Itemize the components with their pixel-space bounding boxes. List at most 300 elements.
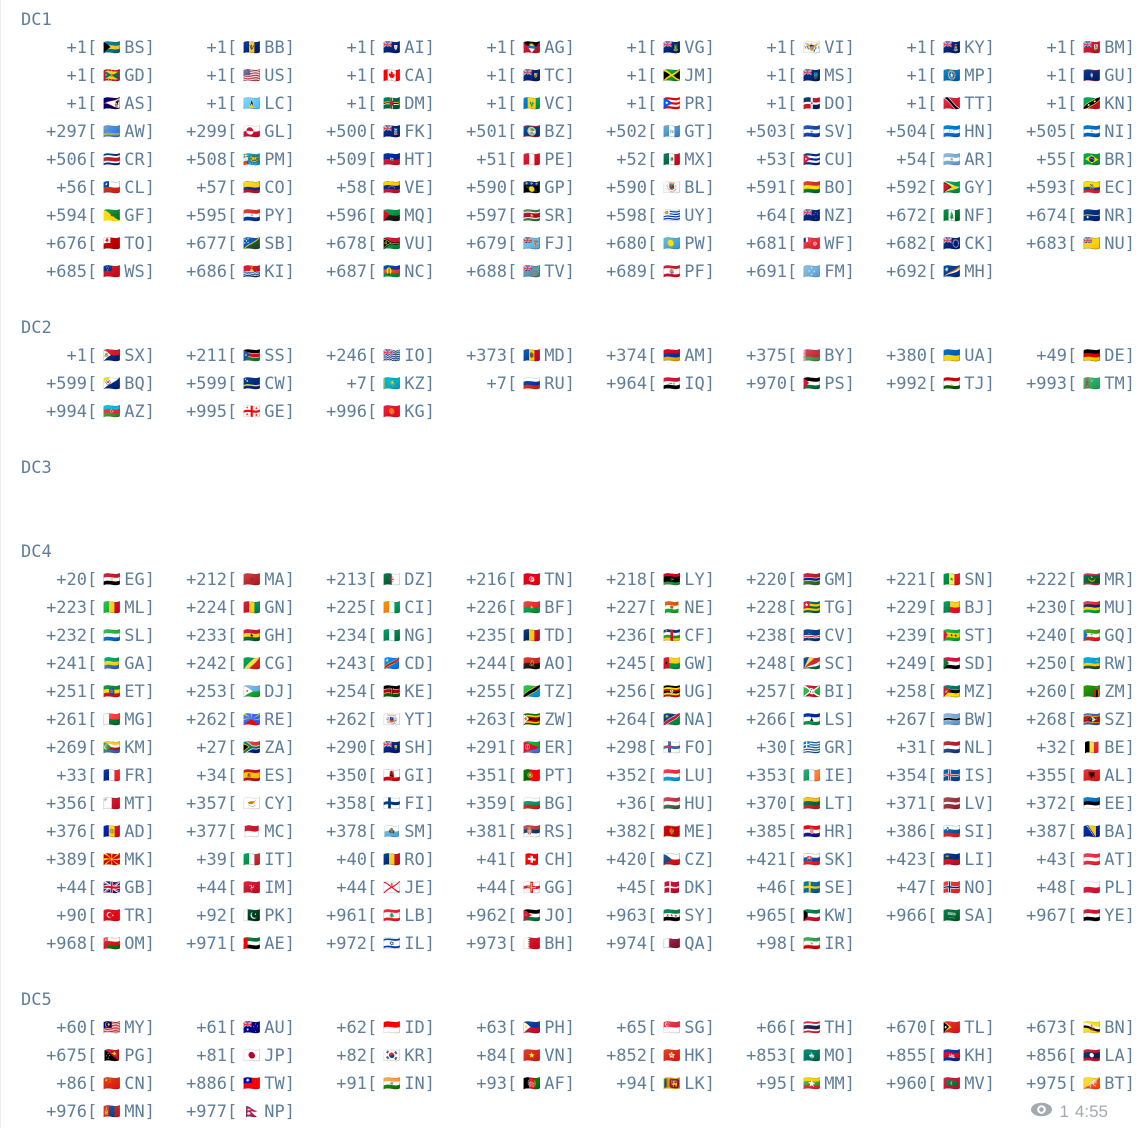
dial-code-entry[interactable]: +680 [ 🇵🇼 PW ]: [606, 234, 715, 254]
dial-code-entry[interactable]: +250 [ 🇷🇼 RW ]: [1026, 654, 1135, 674]
dial-code-entry[interactable]: +40 [ 🇷🇴 RO ]: [326, 850, 435, 870]
dial-code-entry[interactable]: +246 [ 🇮🇴 IO ]: [326, 346, 435, 366]
dial-code-entry[interactable]: +216 [ 🇹🇳 TN ]: [466, 570, 575, 590]
dial-code-entry[interactable]: +239 [ 🇸🇹 ST ]: [886, 626, 995, 646]
dial-code: +242: [186, 654, 228, 674]
flag-icon-li: 🇱🇮: [943, 853, 959, 867]
dial-code-entry[interactable]: +254 [ 🇰🇪 KE ]: [326, 682, 435, 702]
dial-code-entry[interactable]: +39 [ 🇮🇹 IT ]: [186, 850, 295, 870]
dial-code-entry[interactable]: +1 [ 🇩🇲 DM ]: [326, 94, 435, 114]
dial-code-entry[interactable]: +262 [ 🇷🇪 RE ]: [186, 710, 295, 730]
dial-code-entry[interactable]: +65 [ 🇸🇬 SG ]: [606, 1018, 715, 1038]
dial-code-entry[interactable]: +223 [ 🇲🇱 ML ]: [46, 598, 155, 618]
dial-code-entry[interactable]: +268 [ 🇸🇿 SZ ]: [1026, 710, 1135, 730]
dial-code-entry[interactable]: +967 [ 🇾🇪 YE ]: [1026, 906, 1135, 926]
country-code: CG: [264, 654, 285, 674]
dial-code-entry[interactable]: +262 [ 🇾🇹 YT ]: [326, 710, 435, 730]
dial-code-entry[interactable]: +248 [ 🇸🇨 SC ]: [746, 654, 855, 674]
dial-code-entry[interactable]: +595 [ 🇵🇾 PY ]: [186, 206, 295, 226]
dial-code-entry[interactable]: +677 [ 🇸🇧 SB ]: [186, 234, 295, 254]
dial-code-entry[interactable]: +241 [ 🇬🇦 GA ]: [46, 654, 155, 674]
dial-code-entry[interactable]: +359 [ 🇧🇬 BG ]: [466, 794, 575, 814]
dial-code-entry[interactable]: +256 [ 🇺🇬 UG ]: [606, 682, 715, 702]
dial-code-entry[interactable]: +230 [ 🇲🇺 MU ]: [1026, 598, 1135, 618]
dial-code-entry[interactable]: +291 [ 🇪🇷 ER ]: [466, 738, 575, 758]
dial-code-entry[interactable]: +964 [ 🇮🇶 IQ ]: [606, 374, 715, 394]
dial-code-entry[interactable]: +58 [ 🇻🇪 VE ]: [326, 178, 435, 198]
dial-code-entry[interactable]: +971 [ 🇦🇪 AE ]: [186, 934, 295, 954]
dial-code-entry[interactable]: +91 [ 🇮🇳 IN ]: [326, 1074, 435, 1094]
dial-code-entry[interactable]: +420 [ 🇨🇿 CZ ]: [606, 850, 715, 870]
dial-code-entry[interactable]: +227 [ 🇳🇪 NE ]: [606, 598, 715, 618]
dial-code: +66: [746, 1018, 788, 1038]
dial-code-entry[interactable]: +212 [ 🇲🇦 MA ]: [186, 570, 295, 590]
dial-code-entry[interactable]: +685 [ 🇼🇸 WS ]: [46, 262, 155, 282]
dial-code-entry[interactable]: +44 [ 🇯🇪 JE ]: [326, 878, 435, 898]
dial-code-entry[interactable]: +501 [ 🇧🇿 BZ ]: [466, 122, 575, 142]
dial-code: +255: [466, 682, 508, 702]
dial-code-entry[interactable]: +974 [ 🇶🇦 QA ]: [606, 934, 715, 954]
dial-code-entry[interactable]: +64 [ 🇳🇿 NZ ]: [746, 206, 855, 226]
country-code: PL: [1104, 878, 1125, 898]
dial-code-entry[interactable]: +1 [ 🇲🇵 MP ]: [886, 66, 995, 86]
dial-code-entry[interactable]: +692 [ 🇲🇭 MH ]: [886, 262, 995, 282]
dial-code-entry[interactable]: +51 [ 🇵🇪 PE ]: [466, 150, 575, 170]
dial-code-entry[interactable]: +258 [ 🇲🇿 MZ ]: [886, 682, 995, 702]
dial-code-entry[interactable]: +290 [ 🇸🇭 SH ]: [326, 738, 435, 758]
dial-code-entry[interactable]: +53 [ 🇨🇺 CU ]: [746, 150, 855, 170]
dial-code-entry[interactable]: +93 [ 🇦🇫 AF ]: [466, 1074, 575, 1094]
country-code: SI: [964, 822, 985, 842]
country-code: AI: [404, 38, 425, 58]
dial-code-entry[interactable]: +853 [ 🇲🇴 MO ]: [746, 1046, 855, 1066]
dial-code-entry[interactable]: +236 [ 🇨🇫 CF ]: [606, 626, 715, 646]
flag-icon-br: 🇧🇷: [1083, 153, 1099, 167]
dial-code-entry[interactable]: +856 [ 🇱🇦 LA ]: [1026, 1046, 1135, 1066]
flag-icon-sl: 🇸🇱: [103, 629, 119, 643]
dial-code-entry[interactable]: +266 [ 🇱🇸 LS ]: [746, 710, 855, 730]
flag-icon-ps: 🇵🇸: [803, 377, 819, 391]
dial-code-entry[interactable]: +232 [ 🇸🇱 SL ]: [46, 626, 155, 646]
dial-code: +420: [606, 850, 648, 870]
dial-code: +44: [186, 878, 228, 898]
dial-code-entry[interactable]: +251 [ 🇪🇹 ET ]: [46, 682, 155, 702]
dial-code-entry[interactable]: +960 [ 🇲🇻 MV ]: [886, 1074, 995, 1094]
dial-code-entry[interactable]: +253 [ 🇩🇯 DJ ]: [186, 682, 295, 702]
dial-code-entry[interactable]: +1 [ 🇧🇧 BB ]: [186, 38, 295, 58]
dial-code-entry[interactable]: +261 [ 🇲🇬 MG ]: [46, 710, 155, 730]
country-code: JP: [264, 1046, 285, 1066]
dial-code-entry[interactable]: +267 [ 🇧🇼 BW ]: [886, 710, 995, 730]
dial-code-entry[interactable]: +594 [ 🇬🇫 GF ]: [46, 206, 155, 226]
dial-code-entry[interactable]: +235 [ 🇹🇩 TD ]: [466, 626, 575, 646]
country-code: TC: [544, 66, 565, 86]
dial-code-entry[interactable]: +86 [ 🇨🇳 CN ]: [46, 1074, 155, 1094]
flag-icon-af: 🇦🇫: [523, 1077, 539, 1091]
dial-code-entry[interactable]: +98 [ 🇮🇷 IR ]: [746, 934, 855, 954]
dial-code-entry[interactable]: +263 [ 🇿🇼 ZW ]: [466, 710, 575, 730]
dial-code-entry[interactable]: +66 [ 🇹🇭 TH ]: [746, 1018, 855, 1038]
dial-code-entry[interactable]: +590 [ 🇧🇱 BL ]: [606, 178, 715, 198]
dial-code-entry[interactable]: +358 [ 🇫🇮 FI ]: [326, 794, 435, 814]
dial-code-entry[interactable]: +299 [ 🇬🇱 GL ]: [186, 122, 295, 142]
section-grid: [21, 342, 1144, 426]
dial-code-entry[interactable]: +298 [ 🇫🇴 FO ]: [606, 738, 715, 758]
dial-code-entry[interactable]: +233 [ 🇬🇭 GH ]: [186, 626, 295, 646]
dial-code-entry[interactable]: +222 [ 🇲🇷 MR ]: [1026, 570, 1135, 590]
dial-code-entry[interactable]: +378 [ 🇸🇲 SM ]: [326, 822, 435, 842]
dial-code-entry[interactable]: +54 [ 🇦🇷 AR ]: [886, 150, 995, 170]
dial-code: +679: [466, 234, 508, 254]
dial-code-entry[interactable]: +52 [ 🇲🇽 MX ]: [606, 150, 715, 170]
dial-code-entry[interactable]: +1 [ 🇻🇮 VI ]: [746, 38, 855, 58]
dial-code-entry[interactable]: +1 [ 🇻🇬 VG ]: [606, 38, 715, 58]
dial-code-entry[interactable]: +963 [ 🇸🇾 SY ]: [606, 906, 715, 926]
dial-code-entry[interactable]: +44 [ 🇮🇲 IM ]: [186, 878, 295, 898]
dial-code-entry[interactable]: +221 [ 🇸🇳 SN ]: [886, 570, 995, 590]
dial-code-entry[interactable]: +7 [ 🇰🇿 KZ ]: [326, 374, 435, 394]
dial-code-entry[interactable]: +34 [ 🇪🇸 ES ]: [186, 766, 295, 786]
dial-code-entry[interactable]: +961 [ 🇱🇧 LB ]: [326, 906, 435, 926]
dial-code-entry[interactable]: +382 [ 🇲🇪 ME ]: [606, 822, 715, 842]
dial-code-entry[interactable]: +688 [ 🇹🇻 TV ]: [466, 262, 575, 282]
dial-code-entry[interactable]: +672 [ 🇳🇫 NF ]: [886, 206, 995, 226]
flag-icon-lk: 🇱🇰: [663, 1077, 679, 1091]
dial-code-entry[interactable]: +593 [ 🇪🇨 EC ]: [1026, 178, 1135, 198]
dial-code: +238: [746, 626, 788, 646]
dial-code-entry[interactable]: +7 [ 🇷🇺 RU ]: [466, 374, 575, 394]
dial-code-entry[interactable]: +975 [ 🇧🇹 BT ]: [1026, 1074, 1135, 1094]
dial-code: +975: [1026, 1074, 1068, 1094]
dial-code: +84: [466, 1046, 508, 1066]
country-code: TD: [544, 626, 565, 646]
dial-code-entry[interactable]: +353 [ 🇮🇪 IE ]: [746, 766, 855, 786]
dial-code-entry[interactable]: +599 [ 🇨🇼 CW ]: [186, 374, 295, 394]
country-code: LS: [824, 710, 845, 730]
country-code: TT: [964, 94, 985, 114]
dial-code-entry[interactable]: +226 [ 🇧🇫 BF ]: [466, 598, 575, 618]
dial-code-entry[interactable]: +94 [ 🇱🇰 LK ]: [606, 1074, 715, 1094]
flag-icon-za: 🇿🇦: [243, 741, 259, 755]
dial-code-entry[interactable]: +509 [ 🇭🇹 HT ]: [326, 150, 435, 170]
dial-code-entry[interactable]: +82 [ 🇰🇷 KR ]: [326, 1046, 435, 1066]
dial-code-entry[interactable]: +351 [ 🇵🇹 PT ]: [466, 766, 575, 786]
dial-code: +229: [886, 598, 928, 618]
flag-icon-kg: 🇰🇬: [383, 405, 399, 419]
dial-code-entry[interactable]: +1 [ 🇹🇨 TC ]: [466, 66, 575, 86]
dial-code-entry[interactable]: +354 [ 🇮🇸 IS ]: [886, 766, 995, 786]
dial-code-entry[interactable]: +970 [ 🇵🇸 PS ]: [746, 374, 855, 394]
dial-code-entry[interactable]: +682 [ 🇨🇰 CK ]: [886, 234, 995, 254]
dial-code-entry[interactable]: +597 [ 🇸🇷 SR ]: [466, 206, 575, 226]
dial-code-entry[interactable]: +213 [ 🇩🇿 DZ ]: [326, 570, 435, 590]
dial-code-entry[interactable]: +599 [ 🇧🇶 BQ ]: [46, 374, 155, 394]
dial-code-entry[interactable]: +269 [ 🇰🇲 KM ]: [46, 738, 155, 758]
dial-code: +508: [186, 150, 228, 170]
dial-code: +44: [46, 878, 88, 898]
dial-code-entry[interactable]: +962 [ 🇯🇴 JO ]: [466, 906, 575, 926]
dial-code-entry[interactable]: +41 [ 🇨🇭 CH ]: [466, 850, 575, 870]
flag-icon-lv: 🇱🇻: [943, 797, 959, 811]
flag-icon-id: 🇮🇩: [383, 1021, 399, 1035]
dial-code-entry[interactable]: +244 [ 🇦🇴 AO ]: [466, 654, 575, 674]
dial-code-entry[interactable]: +47 [ 🇳🇴 NO ]: [886, 878, 995, 898]
dial-code-entry[interactable]: +673 [ 🇧🇳 BN ]: [1026, 1018, 1135, 1038]
dial-code-entry[interactable]: +43 [ 🇦🇹 AT ]: [1026, 850, 1135, 870]
dial-code: +506: [46, 150, 88, 170]
dial-code-entry[interactable]: +49 [ 🇩🇪 DE ]: [1026, 346, 1135, 366]
dial-code-entry[interactable]: +264 [ 🇳🇦 NA ]: [606, 710, 715, 730]
dial-code-entry[interactable]: +1 [ 🇦🇬 AG ]: [466, 38, 575, 58]
flag-icon-ml: 🇲🇱: [103, 601, 119, 615]
dial-code-entry[interactable]: +61 [ 🇦🇺 AU ]: [186, 1018, 295, 1038]
country-code: DE: [1104, 346, 1125, 366]
dial-code-entry[interactable]: +504 [ 🇭🇳 HN ]: [886, 122, 995, 142]
dial-code-entry[interactable]: +1 [ 🇨🇦 CA ]: [326, 66, 435, 86]
dial-code-entry[interactable]: +387 [ 🇧🇦 BA ]: [1026, 822, 1135, 842]
dial-code-entry[interactable]: +249 [ 🇸🇩 SD ]: [886, 654, 995, 674]
dial-code-entry[interactable]: +423 [ 🇱🇮 LI ]: [886, 850, 995, 870]
dial-code-entry[interactable]: +31 [ 🇳🇱 NL ]: [886, 738, 995, 758]
country-code: HN: [964, 122, 985, 142]
dial-code-entry[interactable]: +973 [ 🇧🇭 BH ]: [466, 934, 575, 954]
dial-code-entry[interactable]: +389 [ 🇲🇰 MK ]: [46, 850, 155, 870]
dial-code-entry[interactable]: +90 [ 🇹🇷 TR ]: [46, 906, 155, 926]
flag-icon-np: 🇳🇵: [243, 1105, 259, 1119]
dial-code-entry[interactable]: +995 [ 🇬🇪 GE ]: [186, 402, 295, 422]
country-code: GF: [124, 206, 145, 226]
dial-code-entry[interactable]: +993 [ 🇹🇲 TM ]: [1026, 374, 1135, 394]
dial-code-entry[interactable]: +234 [ 🇳🇬 NG ]: [326, 626, 435, 646]
dial-code-entry[interactable]: +228 [ 🇹🇬 TG ]: [746, 598, 855, 618]
dial-code-entry[interactable]: +95 [ 🇲🇲 MM ]: [746, 1074, 855, 1094]
dial-code-entry[interactable]: +977 [ 🇳🇵 NP ]: [186, 1102, 295, 1122]
dial-code: +597: [466, 206, 508, 226]
dial-code-entry[interactable]: +500 [ 🇫🇰 FK ]: [326, 122, 435, 142]
dial-code-entry[interactable]: +373 [ 🇲🇩 MD ]: [466, 346, 575, 366]
dial-code-entry[interactable]: +1 [ 🇧🇲 BM ]: [1026, 38, 1135, 58]
dial-code-entry[interactable]: +44 [ 🇬🇧 GB ]: [46, 878, 155, 898]
dial-code: +504: [886, 122, 928, 142]
dial-code: +372: [1026, 794, 1068, 814]
dial-code-entry[interactable]: +852 [ 🇭🇰 HK ]: [606, 1046, 715, 1066]
dial-code-entry[interactable]: +503 [ 🇸🇻 SV ]: [746, 122, 855, 142]
dial-code: +27: [186, 738, 228, 758]
dial-code-entry[interactable]: +242 [ 🇨🇬 CG ]: [186, 654, 295, 674]
dial-code-entry[interactable]: +386 [ 🇸🇮 SI ]: [886, 822, 995, 842]
dial-code-entry[interactable]: +55 [ 🇧🇷 BR ]: [1026, 150, 1135, 170]
dial-code-entry[interactable]: +381 [ 🇷🇸 RS ]: [466, 822, 575, 842]
dial-code-entry[interactable]: +596 [ 🇲🇶 MQ ]: [326, 206, 435, 226]
dial-code: +225: [326, 598, 368, 618]
dial-code-entry[interactable]: +220 [ 🇬🇲 GM ]: [746, 570, 855, 590]
dial-code-entry[interactable]: +370 [ 🇱🇹 LT ]: [746, 794, 855, 814]
dial-code-entry[interactable]: +385 [ 🇭🇷 HR ]: [746, 822, 855, 842]
dial-code-entry[interactable]: +1 [ 🇺🇸 US ]: [186, 66, 295, 86]
dial-code-entry[interactable]: +46 [ 🇸🇪 SE ]: [746, 878, 855, 898]
flag-icon-ru: 🇷🇺: [523, 377, 539, 391]
dial-code-entry[interactable]: +357 [ 🇨🇾 CY ]: [186, 794, 295, 814]
dial-code-entry[interactable]: +996 [ 🇰🇬 KG ]: [326, 402, 435, 422]
dial-code: +223: [46, 598, 88, 618]
dial-code-entry[interactable]: +57 [ 🇨🇴 CO ]: [186, 178, 295, 198]
dial-code-entry[interactable]: +229 [ 🇧🇯 BJ ]: [886, 598, 995, 618]
dial-code-entry[interactable]: +224 [ 🇬🇳 GN ]: [186, 598, 295, 618]
dial-code-entry[interactable]: +670 [ 🇹🇱 TL ]: [886, 1018, 995, 1038]
dial-code-entry[interactable]: +255 [ 🇹🇿 TZ ]: [466, 682, 575, 702]
country-code: DZ: [404, 570, 425, 590]
dial-code-entry[interactable]: +20 [ 🇪🇬 EG ]: [46, 570, 155, 590]
dial-code-entry[interactable]: +686 [ 🇰🇮 KI ]: [186, 262, 295, 282]
dial-code-entry[interactable]: +225 [ 🇨🇮 CI ]: [326, 598, 435, 618]
dial-code-entry[interactable]: +45 [ 🇩🇰 DK ]: [606, 878, 715, 898]
dial-code-entry[interactable]: +81 [ 🇯🇵 JP ]: [186, 1046, 295, 1066]
dial-code-entry[interactable]: +1 [ 🇦🇸 AS ]: [46, 94, 155, 114]
dial-code-entry[interactable]: +508 [ 🇵🇲 PM ]: [186, 150, 295, 170]
dial-code-entry[interactable]: +257 [ 🇧🇮 BI ]: [746, 682, 855, 702]
dial-code-entry[interactable]: +1 [ 🇹🇹 TT ]: [886, 94, 995, 114]
dial-code-entry[interactable]: +689 [ 🇵🇫 PF ]: [606, 262, 715, 282]
dial-code-entry[interactable]: +421 [ 🇸🇰 SK ]: [746, 850, 855, 870]
dial-code-entry[interactable]: +676 [ 🇹🇴 TO ]: [46, 234, 155, 254]
dial-code-entry[interactable]: +33 [ 🇫🇷 FR ]: [46, 766, 155, 786]
dial-code-entry[interactable]: +591 [ 🇧🇴 BO ]: [746, 178, 855, 198]
dial-code-entry[interactable]: +44 [ 🇬🇬 GG ]: [466, 878, 575, 898]
dial-code-entry[interactable]: +1 [ 🇰🇳 KN ]: [1026, 94, 1135, 114]
dial-code-entry[interactable]: +356 [ 🇲🇹 MT ]: [46, 794, 155, 814]
dial-code-entry[interactable]: +675 [ 🇵🇬 PG ]: [46, 1046, 155, 1066]
dial-code-entry[interactable]: +62 [ 🇮🇩 ID ]: [326, 1018, 435, 1038]
country-code: QA: [684, 934, 705, 954]
dial-code-entry[interactable]: +380 [ 🇺🇦 UA ]: [886, 346, 995, 366]
dial-code: +375: [746, 346, 788, 366]
dial-code-entry[interactable]: +377 [ 🇲🇨 MC ]: [186, 822, 295, 842]
country-code: MN: [124, 1102, 145, 1122]
dial-code-entry[interactable]: +92 [ 🇵🇰 PK ]: [186, 906, 295, 926]
country-code: AS: [124, 94, 145, 114]
dial-code-entry[interactable]: +375 [ 🇧🇾 BY ]: [746, 346, 855, 366]
dial-code-entry[interactable]: +968 [ 🇴🇲 OM ]: [46, 934, 155, 954]
dial-code-entry[interactable]: +30 [ 🇬🇷 GR ]: [746, 738, 855, 758]
dial-code-entry[interactable]: +683 [ 🇳🇺 NU ]: [1026, 234, 1135, 254]
dial-code-entry[interactable]: +598 [ 🇺🇾 UY ]: [606, 206, 715, 226]
dial-code-entry[interactable]: +972 [ 🇮🇱 IL ]: [326, 934, 435, 954]
dial-code-entry[interactable]: +679 [ 🇫🇯 FJ ]: [466, 234, 575, 254]
dial-code: +251: [46, 682, 88, 702]
dial-code-entry[interactable]: +502 [ 🇬🇹 GT ]: [606, 122, 715, 142]
dial-code-entry[interactable]: +243 [ 🇨🇩 CD ]: [326, 654, 435, 674]
dial-code-entry[interactable]: +674 [ 🇳🇷 NR ]: [1026, 206, 1135, 226]
flag-icon-do: 🇩🇴: [803, 97, 819, 111]
country-code: GL: [264, 122, 285, 142]
dial-code-entry[interactable]: +1 [ 🇯🇲 JM ]: [606, 66, 715, 86]
dial-code: +356: [46, 794, 88, 814]
dial-code-entry[interactable]: +245 [ 🇬🇼 GW ]: [606, 654, 715, 674]
country-code: SZ: [1104, 710, 1125, 730]
dial-code-entry[interactable]: +376 [ 🇦🇩 AD ]: [46, 822, 155, 842]
flag-icon-ar: 🇦🇷: [943, 153, 959, 167]
dial-code-entry[interactable]: +1 [ 🇵🇷 PR ]: [606, 94, 715, 114]
dial-code-entry[interactable]: +63 [ 🇵🇭 PH ]: [466, 1018, 575, 1038]
dial-code-entry[interactable]: +687 [ 🇳🇨 NC ]: [326, 262, 435, 282]
country-code: BE: [1104, 738, 1125, 758]
country-code: BI: [824, 682, 845, 702]
country-code: GW: [684, 654, 705, 674]
flag-icon-fo: 🇫🇴: [663, 741, 679, 755]
flag-icon-sy: 🇸🇾: [663, 909, 679, 923]
dial-code-entry[interactable]: +27 [ 🇿🇦 ZA ]: [186, 738, 295, 758]
dial-code-section-dc4: [21, 538, 1144, 958]
country-code: ZW: [544, 710, 565, 730]
dial-code-entry[interactable]: +48 [ 🇵🇱 PL ]: [1026, 878, 1135, 898]
dial-code-entry[interactable]: +1 [ 🇰🇾 KY ]: [886, 38, 995, 58]
dial-code-entry[interactable]: +691 [ 🇫🇲 FM ]: [746, 262, 855, 282]
flag-icon-la: 🇱🇦: [1083, 1049, 1099, 1063]
dial-code-section-dc5: [21, 986, 1144, 1126]
dial-code-entry[interactable]: +590 [ 🇬🇵 GP ]: [466, 178, 575, 198]
dial-code-entry[interactable]: +506 [ 🇨🇷 CR ]: [46, 150, 155, 170]
dial-code-entry[interactable]: +1 [ 🇧🇸 BS ]: [46, 38, 155, 58]
dial-code-entry[interactable]: +1 [ 🇸🇽 SX ]: [46, 346, 155, 366]
country-code: KW: [824, 906, 845, 926]
flag-icon-bl: 🇧🇱: [663, 181, 679, 195]
dial-code-entry[interactable]: +297 [ 🇦🇼 AW ]: [46, 122, 155, 142]
country-code: FJ: [544, 234, 565, 254]
dial-code-entry[interactable]: +372 [ 🇪🇪 EE ]: [1026, 794, 1135, 814]
dial-code-entry[interactable]: +505 [ 🇳🇮 NI ]: [1026, 122, 1135, 142]
dial-code-entry[interactable]: +886 [ 🇹🇼 TW ]: [186, 1074, 295, 1094]
dial-code: +961: [326, 906, 368, 926]
dial-code-entry[interactable]: +238 [ 🇨🇻 CV ]: [746, 626, 855, 646]
dial-code-entry[interactable]: +1 [ 🇩🇴 DO ]: [746, 94, 855, 114]
dial-code: +262: [186, 710, 228, 730]
dial-code-entry[interactable]: +1 [ 🇬🇩 GD ]: [46, 66, 155, 86]
dial-code-entry[interactable]: +218 [ 🇱🇾 LY ]: [606, 570, 715, 590]
dial-code-entry[interactable]: +1 [ 🇱🇨 LC ]: [186, 94, 295, 114]
dial-code-entry[interactable]: +1 [ 🇻🇨 VC ]: [466, 94, 575, 114]
dial-code-entry[interactable]: +260 [ 🇿🇲 ZM ]: [1026, 682, 1135, 702]
dial-code-entry[interactable]: +1 [ 🇲🇸 MS ]: [746, 66, 855, 86]
dial-code-entry[interactable]: +56 [ 🇨🇱 CL ]: [46, 178, 155, 198]
dial-code-entry[interactable]: +994 [ 🇦🇿 AZ ]: [46, 402, 155, 422]
dial-code-entry[interactable]: +592 [ 🇬🇾 GY ]: [886, 178, 995, 198]
dial-code-entry[interactable]: +240 [ 🇬🇶 GQ ]: [1026, 626, 1135, 646]
dial-code-entry[interactable]: +32 [ 🇧🇪 BE ]: [1026, 738, 1135, 758]
dial-code-entry[interactable]: +965 [ 🇰🇼 KW ]: [746, 906, 855, 926]
dial-code-entry[interactable]: +374 [ 🇦🇲 AM ]: [606, 346, 715, 366]
dial-code-entry[interactable]: +355 [ 🇦🇱 AL ]: [1026, 766, 1135, 786]
dial-code-entry[interactable]: +855 [ 🇰🇭 KH ]: [886, 1046, 995, 1066]
dial-code-entry[interactable]: +60 [ 🇲🇾 MY ]: [46, 1018, 155, 1038]
dial-code-entry[interactable]: +36 [ 🇭🇺 HU ]: [606, 794, 715, 814]
flag-icon-re: 🇷🇪: [243, 713, 259, 727]
dial-code-entry[interactable]: +681 [ 🇼🇫 WF ]: [746, 234, 855, 254]
dial-code-entry[interactable]: +976 [ 🇲🇳 MN ]: [46, 1102, 155, 1122]
dial-code-entry[interactable]: +966 [ 🇸🇦 SA ]: [886, 906, 995, 926]
dial-code-entry[interactable]: +1 [ 🇦🇮 AI ]: [326, 38, 435, 58]
dial-code: +965: [746, 906, 788, 926]
dial-code-entry[interactable]: +352 [ 🇱🇺 LU ]: [606, 766, 715, 786]
dial-code-entry[interactable]: +350 [ 🇬🇮 GI ]: [326, 766, 435, 786]
dial-code-entry[interactable]: +1 [ 🇬🇺 GU ]: [1026, 66, 1135, 86]
dial-code-entry[interactable]: +678 [ 🇻🇺 VU ]: [326, 234, 435, 254]
country-code: GN: [264, 598, 285, 618]
dial-code-entry[interactable]: +84 [ 🇻🇳 VN ]: [466, 1046, 575, 1066]
dial-code-entry[interactable]: +992 [ 🇹🇯 TJ ]: [886, 374, 995, 394]
dial-code-entry[interactable]: +371 [ 🇱🇻 LV ]: [886, 794, 995, 814]
country-code: SN: [964, 570, 985, 590]
dial-code-entry[interactable]: +211 [ 🇸🇸 SS ]: [186, 346, 295, 366]
